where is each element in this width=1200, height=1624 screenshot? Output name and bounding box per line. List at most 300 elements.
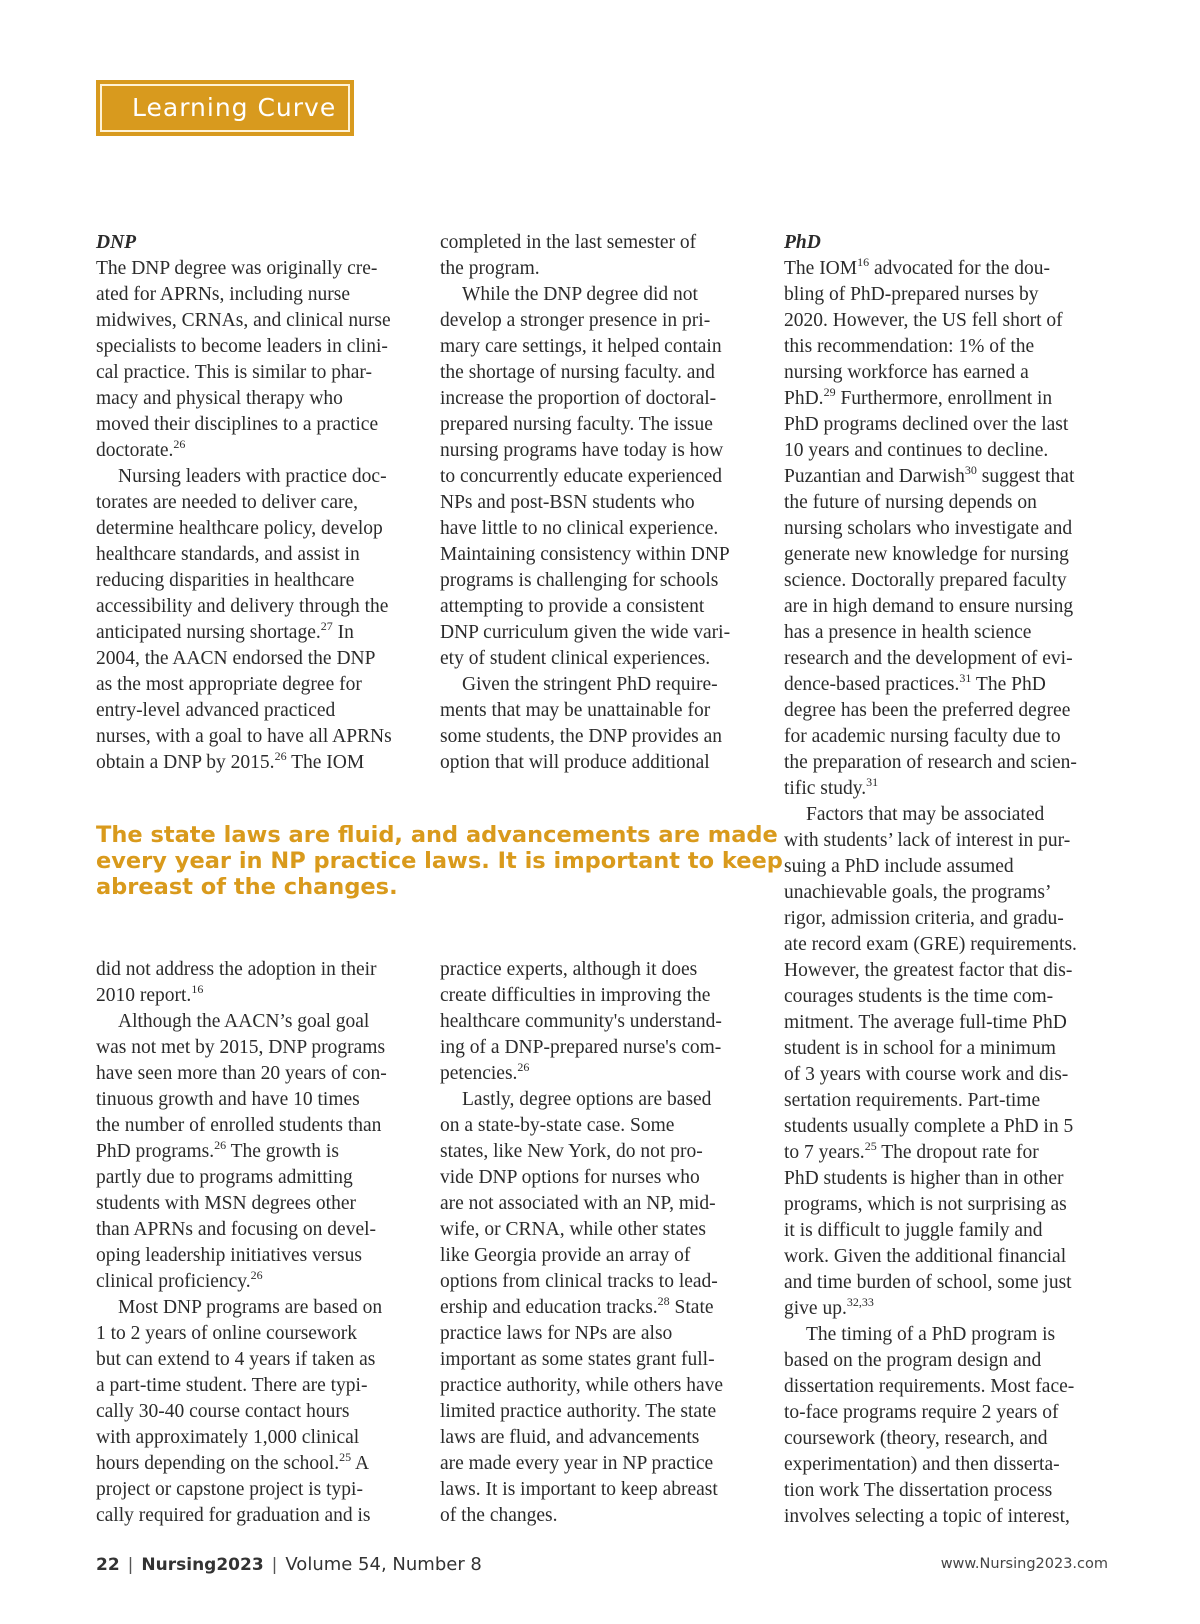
text-line [96, 750, 392, 776]
line-text: Most DNP programs are based on [118, 1297, 383, 1318]
line-text: laws. It is important to keep abreast [440, 1479, 718, 1500]
reference-superscript: 26 [173, 437, 186, 451]
text-line [784, 386, 1077, 412]
text-line [784, 1348, 1077, 1374]
line-text: and time burden of school, some just [784, 1272, 1072, 1293]
line-text: PhD programs declined over the last [784, 414, 1069, 435]
footer-separator: | [271, 1555, 278, 1575]
line-text: Maintaining consistency within DNP [440, 544, 730, 565]
line-text: entry-level advanced practiced [96, 700, 336, 721]
line-text: develop a stronger presence in pri- [440, 310, 711, 331]
text-line [440, 646, 730, 672]
text-line [440, 1087, 723, 1113]
text-line [440, 594, 730, 620]
line-text: the number of enrolled students than [96, 1115, 382, 1136]
text-line [784, 516, 1077, 542]
text-line [784, 438, 1077, 464]
text-line [96, 1295, 387, 1321]
line-text: clinical proficiency. [96, 1271, 251, 1292]
volume-info: Volume 54, Number 8 [285, 1554, 482, 1575]
reference-superscript: 31 [959, 671, 972, 685]
line-text: ety of student clinical experiences. [440, 648, 711, 669]
line-text-continued: In [332, 622, 354, 643]
line-text: 2010 report. [96, 985, 192, 1006]
line-text: PhD. [784, 388, 824, 409]
text-line [784, 1218, 1077, 1244]
text-line [96, 1399, 387, 1425]
text-line [440, 1399, 723, 1425]
text-line [440, 1139, 723, 1165]
text-line [440, 1451, 723, 1477]
text-line [96, 1503, 387, 1529]
line-text: tion work The dissertation process [784, 1480, 1053, 1501]
line-text-continued: The IOM [286, 752, 365, 773]
text-line [96, 1373, 387, 1399]
text-line [784, 828, 1077, 854]
line-text: option that will produce additional [440, 752, 710, 773]
text-line [440, 698, 730, 724]
text-line [784, 464, 1077, 490]
line-text: bling of PhD-prepared nurses by [784, 284, 1039, 305]
text-line [440, 620, 730, 646]
text-line [96, 1321, 387, 1347]
line-text: Although the AACN’s goal goal [118, 1011, 370, 1032]
line-text: but can extend to 4 years if taken as [96, 1349, 376, 1370]
text-line [96, 1477, 387, 1503]
section-badge [96, 80, 354, 136]
text-line [440, 672, 730, 698]
text-line [440, 1425, 723, 1451]
line-text: ments that may be unattainable for [440, 700, 711, 721]
text-line [784, 1270, 1077, 1296]
line-text: tific study. [784, 778, 867, 799]
footer-separator: | [127, 1555, 134, 1575]
text-line [784, 1192, 1077, 1218]
line-text: are in high demand to ensure nursing [784, 596, 1074, 617]
line-text: like Georgia provide an array of [440, 1245, 691, 1266]
text-line [96, 490, 392, 516]
text-line [96, 594, 392, 620]
line-text: have little to no clinical experience. [440, 518, 719, 539]
line-text: students with MSN degrees other [96, 1193, 356, 1214]
text-line [96, 1139, 387, 1165]
reference-superscript: 26 [214, 1138, 227, 1152]
line-text: partly due to programs admitting [96, 1167, 353, 1188]
line-text: dence-based practices. [784, 674, 960, 695]
line-text: torates are needed to deliver care, [96, 492, 359, 513]
line-text: give up. [784, 1298, 847, 1319]
line-text: for academic nursing faculty due to [784, 726, 1061, 747]
line-text: mitment. The average full-time PhD [784, 1012, 1067, 1033]
text-line [96, 386, 392, 412]
line-text: healthcare community's understand- [440, 1011, 722, 1032]
line-text: degree has been the preferred degree [784, 700, 1071, 721]
line-text: research and the development of evi- [784, 648, 1073, 669]
text-line [96, 256, 392, 282]
text-line [440, 1113, 723, 1139]
line-text: than APRNs and focusing on devel- [96, 1219, 377, 1240]
line-text: reducing disparities in healthcare [96, 570, 355, 591]
line-text: 2020. However, the US fell short of [784, 310, 1063, 331]
text-line [784, 1036, 1077, 1062]
line-text: courages students is the time com- [784, 986, 1054, 1007]
text-line [96, 646, 392, 672]
line-text: NPs and post-BSN students who [440, 492, 695, 513]
text-line [784, 620, 1077, 646]
text-line [784, 854, 1077, 880]
text-line [784, 1400, 1077, 1426]
text-line [784, 906, 1077, 932]
text-line [784, 360, 1077, 386]
line-text: work. Given the additional financial [784, 1246, 1067, 1267]
line-text: anticipated nursing shortage. [96, 622, 321, 643]
line-text-continued: The dropout rate for [876, 1142, 1039, 1163]
text-line [784, 672, 1077, 698]
text-line [96, 1425, 387, 1451]
line-text: on a state-by-state case. Some [440, 1115, 675, 1136]
pull-quote [96, 822, 783, 900]
line-text: the future of nursing depends on [784, 492, 1037, 513]
reference-superscript: 16 [191, 982, 204, 996]
text-line [784, 750, 1077, 776]
text-line [96, 1061, 387, 1087]
text-line [784, 1296, 1077, 1322]
line-text: ing of a DNP-prepared nurse's com- [440, 1037, 722, 1058]
line-text: accessibility and delivery through the [96, 596, 389, 617]
line-text: 2004, the AACN endorsed the DNP [96, 648, 376, 669]
reference-superscript: 31 [866, 775, 879, 789]
line-text: midwives, CRNAs, and clinical nurse [96, 310, 391, 331]
text-line [96, 672, 392, 698]
line-text: based on the program design and [784, 1350, 1042, 1371]
text-line [440, 1191, 723, 1217]
text-line [440, 1217, 723, 1243]
text-line [96, 1451, 387, 1477]
column-2-top [440, 230, 730, 776]
text-line [784, 1426, 1077, 1452]
line-text: While the DNP degree did not [462, 284, 698, 305]
text-line [440, 516, 730, 542]
line-text: did not address the adoption in their [96, 959, 377, 980]
text-line [96, 620, 392, 646]
section-heading [784, 230, 1077, 256]
text-line [784, 646, 1077, 672]
line-text: to-face programs require 2 years of [784, 1402, 1059, 1423]
line-text: the preparation of research and scien- [784, 752, 1077, 773]
line-text: The timing of a PhD program is [806, 1324, 1056, 1345]
page-footer [96, 1554, 1108, 1580]
text-line [784, 1504, 1077, 1530]
line-text: students usually complete a PhD in 5 [784, 1116, 1074, 1137]
line-text: laws are fluid, and advancements [440, 1427, 700, 1448]
text-line [784, 1452, 1077, 1478]
text-line [440, 1061, 723, 1087]
line-text: coursework (theory, research, and [784, 1428, 1048, 1449]
text-line [784, 256, 1077, 282]
line-text: Lastly, degree options are based [462, 1089, 712, 1110]
text-line [440, 1477, 723, 1503]
line-text: specialists to become leaders in clini- [96, 336, 388, 357]
line-text: healthcare standards, and assist in [96, 544, 360, 565]
line-text: DNP [96, 232, 137, 253]
line-text: experimentation) and then disserta- [784, 1454, 1060, 1475]
text-line [784, 1140, 1077, 1166]
text-line [440, 360, 730, 386]
line-text-continued: A [351, 1453, 370, 1474]
reference-superscript: 26 [517, 1060, 530, 1074]
text-line [440, 464, 730, 490]
text-line [440, 750, 730, 776]
column-2-bottom [440, 957, 723, 1529]
text-line [96, 1243, 387, 1269]
text-line [96, 1269, 387, 1295]
reference-superscript: 28 [657, 1294, 670, 1308]
line-text: mary care settings, it helped contain [440, 336, 722, 357]
text-line [96, 308, 392, 334]
line-text: Factors that may be associated [806, 804, 1045, 825]
line-text: dissertation requirements. Most face- [784, 1376, 1075, 1397]
text-line [96, 1113, 387, 1139]
text-line [96, 282, 392, 308]
line-text: limited practice authority. The state [440, 1401, 717, 1422]
line-text-continued: The growth is [226, 1141, 339, 1162]
line-text: practice experts, although it does [440, 959, 698, 980]
text-line [96, 1347, 387, 1373]
page-number: 22 [96, 1555, 120, 1575]
text-line [784, 1374, 1077, 1400]
reference-superscript: 29 [823, 385, 836, 399]
text-line [784, 1322, 1077, 1348]
text-line [440, 230, 730, 256]
line-text: student is in school for a minimum [784, 1038, 1056, 1059]
text-line [440, 957, 723, 983]
line-text: it is difficult to juggle family and [784, 1220, 1043, 1241]
text-line [784, 568, 1077, 594]
line-text: options from clinical tracks to lead- [440, 1271, 718, 1292]
line-text: with students’ lack of interest in pur- [784, 830, 1071, 851]
line-text: practice authority, while others have [440, 1375, 723, 1396]
text-line [96, 1009, 387, 1035]
line-text: cally required for graduation and is [96, 1505, 371, 1526]
text-line [784, 282, 1077, 308]
text-line [784, 958, 1077, 984]
reference-superscript: 25 [339, 1450, 352, 1464]
text-line [440, 1009, 723, 1035]
text-line [96, 334, 392, 360]
text-line [440, 334, 730, 360]
line-text: prepared nursing faculty. The issue [440, 414, 713, 435]
line-text: However, the greatest factor that dis- [784, 960, 1073, 981]
text-line [440, 282, 730, 308]
line-text: nursing scholars who investigate and [784, 518, 1073, 539]
reference-superscript: 32,33 [846, 1295, 874, 1309]
text-line [440, 1373, 723, 1399]
section-badge-label: Learning Curve [132, 93, 337, 122]
text-line [96, 698, 392, 724]
line-text: sertation requirements. Part-time [784, 1090, 1041, 1111]
text-line [784, 880, 1077, 906]
line-text-continued: State [669, 1297, 714, 1318]
line-text: are made every year in NP practice [440, 1453, 714, 1474]
text-line [96, 438, 392, 464]
text-line [784, 1010, 1077, 1036]
line-text: oping leadership initiatives versus [96, 1245, 362, 1266]
line-text: obtain a DNP by 2015. [96, 752, 275, 773]
line-text: moved their disciplines to a practice [96, 414, 379, 435]
text-line [440, 568, 730, 594]
text-line [440, 1347, 723, 1373]
text-line [96, 412, 392, 438]
text-line [96, 1035, 387, 1061]
text-line [440, 412, 730, 438]
line-text: as the most appropriate degree for [96, 674, 362, 695]
line-text: ate record exam (GRE) requirements. [784, 934, 1077, 955]
line-text: ated for APRNs, including nurse [96, 284, 351, 305]
line-text: determine healthcare policy, develop [96, 518, 383, 539]
website-link[interactable]: www.Nursing2023.com [940, 1556, 1108, 1572]
line-text: important as some states grant full- [440, 1349, 715, 1370]
line-text: attempting to provide a consistent [440, 596, 705, 617]
column-1-bottom [96, 957, 387, 1529]
text-line [96, 542, 392, 568]
text-line [440, 438, 730, 464]
reference-superscript: 26 [250, 1268, 263, 1282]
line-text: cal practice. This is similar to phar- [96, 362, 372, 383]
line-text-continued: Furthermore, enrollment in [835, 388, 1053, 409]
text-line [784, 1114, 1077, 1140]
column-3 [784, 230, 1077, 1530]
line-text: doctorate. [96, 440, 174, 461]
line-text: was not met by 2015, DNP programs [96, 1037, 386, 1058]
text-line [440, 724, 730, 750]
line-text: PhD programs. [96, 1141, 215, 1162]
line-text: The IOM [784, 258, 858, 279]
text-line [440, 1269, 723, 1295]
line-text: nursing workforce has earned a [784, 362, 1029, 383]
line-text: hours depending on the school. [96, 1453, 340, 1474]
section-heading [96, 230, 392, 256]
text-line [440, 1165, 723, 1191]
text-line [784, 542, 1077, 568]
pull-quote-line: The state laws are fluid, and advancements are made [96, 822, 778, 848]
reference-superscript: 26 [274, 749, 287, 763]
line-text: are not associated with an NP, mid- [440, 1193, 716, 1214]
line-text: of the changes. [440, 1505, 558, 1526]
line-text: states, like New York, do not pro- [440, 1141, 703, 1162]
text-line [784, 490, 1077, 516]
line-text: wife, or CRNA, while other states [440, 1219, 706, 1240]
line-text: programs is challenging for schools [440, 570, 719, 591]
line-text: have seen more than 20 years of con- [96, 1063, 387, 1084]
text-line [96, 568, 392, 594]
text-line [440, 1035, 723, 1061]
line-text-continued: The PhD [971, 674, 1046, 695]
text-line [96, 360, 392, 386]
line-text: nursing programs have today is how [440, 440, 724, 461]
text-line [784, 1062, 1077, 1088]
text-line [440, 386, 730, 412]
text-line [440, 308, 730, 334]
text-line [440, 983, 723, 1009]
column-1-top [96, 230, 392, 776]
line-text: has a presence in health science [784, 622, 1032, 643]
text-line [784, 1166, 1077, 1192]
line-text: the program. [440, 258, 540, 279]
line-text: to concurrently educate experienced [440, 466, 723, 487]
line-text: PhD students is higher than in other [784, 1168, 1064, 1189]
line-text: the shortage of nursing faculty. and [440, 362, 715, 383]
text-line [784, 308, 1077, 334]
line-text-continued: suggest that [976, 466, 1075, 487]
line-text: rigor, admission criteria, and gradu- [784, 908, 1064, 929]
line-text: to 7 years. [784, 1142, 865, 1163]
text-line [96, 1217, 387, 1243]
text-line [440, 256, 730, 282]
line-text: unachievable goals, the programs’ [784, 882, 1052, 903]
line-text: some students, the DNP provides an [440, 726, 722, 747]
line-text: completed in the last semester of [440, 232, 697, 253]
text-line [96, 1165, 387, 1191]
line-text: suing a PhD include assumed [784, 856, 1014, 877]
pull-quote-line: every year in NP practice laws. It is important to keep [96, 848, 783, 874]
line-text: DNP curriculum given the wide vari- [440, 622, 731, 643]
line-text: a part-time student. There are typi- [96, 1375, 368, 1396]
text-line [784, 1088, 1077, 1114]
line-text: programs, which is not surprising as [784, 1194, 1067, 1215]
pull-quote-line: abreast of the changes. [96, 874, 398, 900]
text-line [784, 698, 1077, 724]
text-line [784, 724, 1077, 750]
line-text: nurses, with a goal to have all APRNs [96, 726, 392, 747]
line-text: PhD [784, 232, 821, 253]
line-text: 10 years and continues to decline. [784, 440, 1049, 461]
reference-superscript: 25 [864, 1139, 877, 1153]
line-text: increase the proportion of doctoral- [440, 388, 717, 409]
line-text: project or capstone project is typi- [96, 1479, 363, 1500]
line-text: practice laws for NPs are also [440, 1323, 673, 1344]
text-line [96, 957, 387, 983]
line-text: create difficulties in improving the [440, 985, 711, 1006]
text-line [784, 1478, 1077, 1504]
line-text: Nursing leaders with practice doc- [118, 466, 387, 487]
text-line [96, 983, 387, 1009]
text-line [96, 516, 392, 542]
line-text: involves selecting a topic of interest, [784, 1506, 1070, 1527]
reference-superscript: 16 [857, 255, 870, 269]
text-line [784, 594, 1077, 620]
line-text: this recommendation: 1% of the [784, 336, 1035, 357]
text-line [784, 802, 1077, 828]
line-text: 1 to 2 years of online coursework [96, 1323, 358, 1344]
line-text: macy and physical therapy who [96, 388, 343, 409]
line-text: Puzantian and Darwish [784, 466, 965, 487]
line-text: petencies. [440, 1063, 518, 1084]
text-line [784, 1244, 1077, 1270]
line-text: science. Doctorally prepared faculty [784, 570, 1067, 591]
text-line [440, 1321, 723, 1347]
line-text: generate new knowledge for nursing [784, 544, 1069, 565]
text-line [440, 1243, 723, 1269]
line-text: with approximately 1,000 clinical [96, 1427, 360, 1448]
text-line [784, 334, 1077, 360]
reference-superscript: 27 [320, 619, 333, 633]
text-line [440, 1503, 723, 1529]
text-line [784, 984, 1077, 1010]
line-text: The DNP degree was originally cre- [96, 258, 378, 279]
line-text: tinuous growth and have 10 times [96, 1089, 360, 1110]
text-line [784, 776, 1077, 802]
text-line [96, 724, 392, 750]
